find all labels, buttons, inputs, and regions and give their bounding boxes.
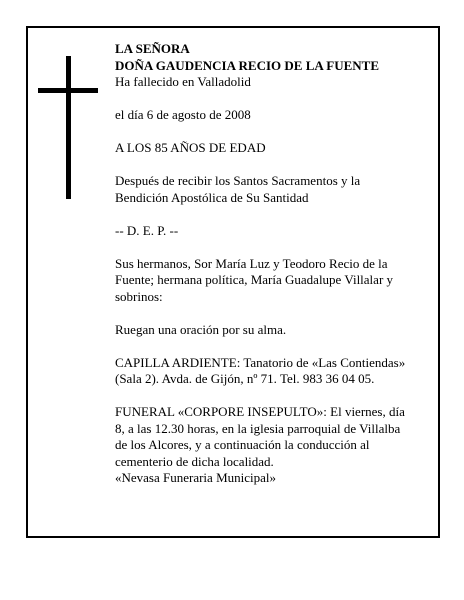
cross-vertical-bar: [66, 56, 71, 199]
dep-line: -- D. E. P. --: [115, 222, 179, 238]
death-place: Ha fallecido en Valladolid: [115, 74, 251, 89]
family-line-2: Fuente; hermana política, María Guadalupe Villalar y: [115, 272, 394, 287]
funeral-line-1: FUNERAL «CORPORE INSEPULTO»: El viernes, día: [115, 404, 405, 419]
cross-horizontal-bar: [38, 88, 98, 93]
family-line-1: Sus hermanos, Sor María Luz y Teodoro Recio de la: [115, 255, 388, 271]
header-title: LA SEÑORA: [115, 41, 190, 56]
death-date: el día 6 de agosto de 2008: [115, 107, 251, 122]
age-line: A LOS 85 AÑOS DE EDAD: [115, 140, 266, 155]
funeral-home: «Nevasa Funeraria Municipal»: [115, 470, 277, 485]
cross-icon: [38, 56, 98, 199]
sacraments-line-1: Después de recibir los Santos Sacramentos y la: [115, 173, 361, 188]
prayer-line: Ruegan una oración por su alma.: [115, 321, 287, 337]
obituary-text-block: [115, 41, 433, 487]
funeral-line-4: cementerio de dicha localidad.: [115, 453, 274, 469]
deceased-name: DOÑA GAUDENCIA RECIO DE LA FUENTE: [115, 57, 380, 73]
sacraments-line-2: Bendición Apostólica de Su Santidad: [115, 189, 309, 205]
chapel-line-2: (Sala 2). Avda. de Gijón, nº 71. Tel. 983 36 04 05.: [115, 371, 375, 386]
funeral-line-2: 8, a las 12.30 horas, en la iglesia parroquial de Villalba: [115, 420, 401, 436]
family-line-3: sobrinos:: [115, 288, 163, 304]
obituary-notice-frame: [26, 26, 440, 538]
chapel-line-1: CAPILLA ARDIENTE: Tanatorio de «Las Contiendas»: [115, 354, 406, 370]
funeral-line-3: de los Alcores, y a continuación la conducción al: [115, 437, 370, 452]
